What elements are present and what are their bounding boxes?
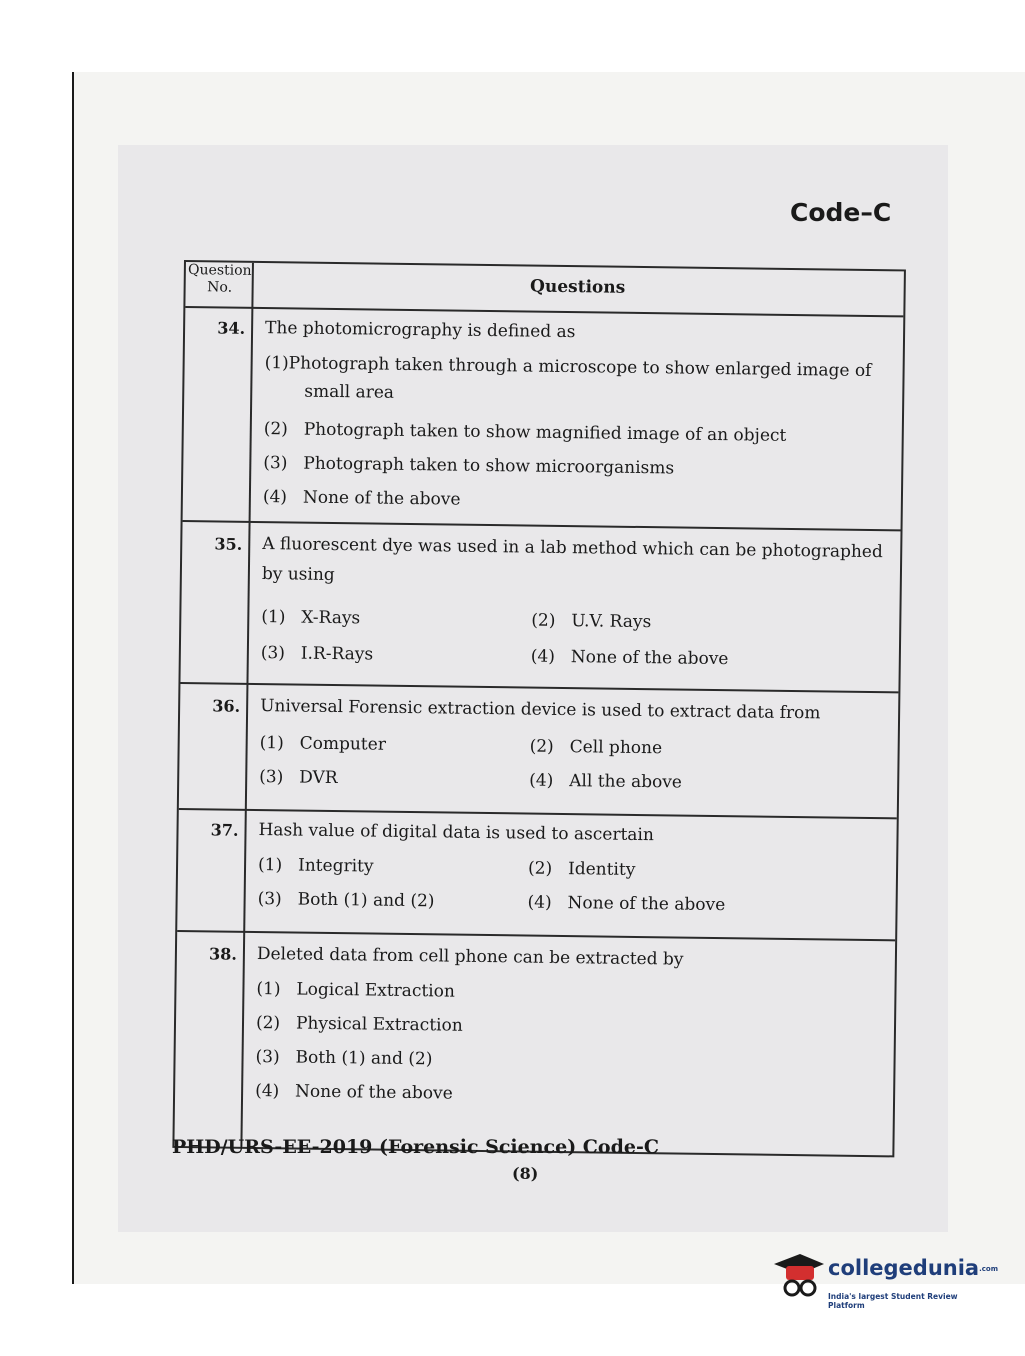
paper-code: Code–C xyxy=(790,198,892,227)
question-number: 38. xyxy=(208,944,238,964)
question-number: 36. xyxy=(212,696,241,716)
option: (2) Identity xyxy=(527,858,636,880)
option: (4) None of the above xyxy=(254,1081,453,1104)
column-divider xyxy=(240,263,254,1147)
option: (3) Both (1) and (2) xyxy=(257,889,435,912)
option: (2) Physical Extraction xyxy=(255,1013,463,1036)
option: (2) Cell phone xyxy=(529,736,663,759)
header-question-no: Question No. xyxy=(187,262,252,296)
option: (1) Logical Extraction xyxy=(256,979,455,1002)
logo-wordmark: collegedunia.com xyxy=(828,1256,999,1280)
question-stem: A fluorescent dye was used in a lab method which can be photographed by using xyxy=(261,534,883,585)
collegedunia-logo[interactable] xyxy=(770,1248,999,1318)
question-stem: The photomicrography is defined as xyxy=(264,318,576,343)
option: (4) All the above xyxy=(529,770,683,793)
option: (4) None of the above xyxy=(530,646,729,670)
option: (3) I.R-Rays xyxy=(260,643,374,665)
option: (3) DVR xyxy=(259,767,338,789)
questions-table xyxy=(172,260,906,1157)
option: (4) None of the above xyxy=(527,892,726,916)
option: (2) Photograph taken to show magnified image of an object xyxy=(263,419,787,446)
question-number: 34. xyxy=(217,318,246,338)
option: (4) None of the above xyxy=(262,487,461,510)
option: (3) Photograph taken to show microorganisms xyxy=(263,453,675,479)
page-number: (8) xyxy=(512,1164,539,1183)
option: (1) Integrity xyxy=(257,855,374,877)
graduate-cap-icon xyxy=(770,1248,826,1304)
option: (2) U.V. Rays xyxy=(531,610,652,633)
question-stem: Universal Forensic extraction device is used to extract data from xyxy=(260,696,821,724)
option: (1) Computer xyxy=(259,733,387,755)
question-number: 37. xyxy=(210,820,239,840)
option: (1) X-Rays xyxy=(261,607,361,629)
option: (3) Both (1) and (2) xyxy=(255,1047,433,1070)
question-number: 35. xyxy=(214,534,243,554)
question-stem: Deleted data from cell phone can be extracted by xyxy=(256,944,684,970)
header-questions: Questions xyxy=(529,276,626,298)
paper-footer: PHD/URS-EE-2019 (Forensic Science) Code-C xyxy=(172,1136,659,1158)
option: (1)Photograph taken through a microscope to show enlarged image of small area xyxy=(264,353,872,403)
logo-tagline: India's largest Student Review Platform xyxy=(828,1292,958,1310)
question-stem: Hash value of digital data is used to ascertain xyxy=(258,820,655,846)
